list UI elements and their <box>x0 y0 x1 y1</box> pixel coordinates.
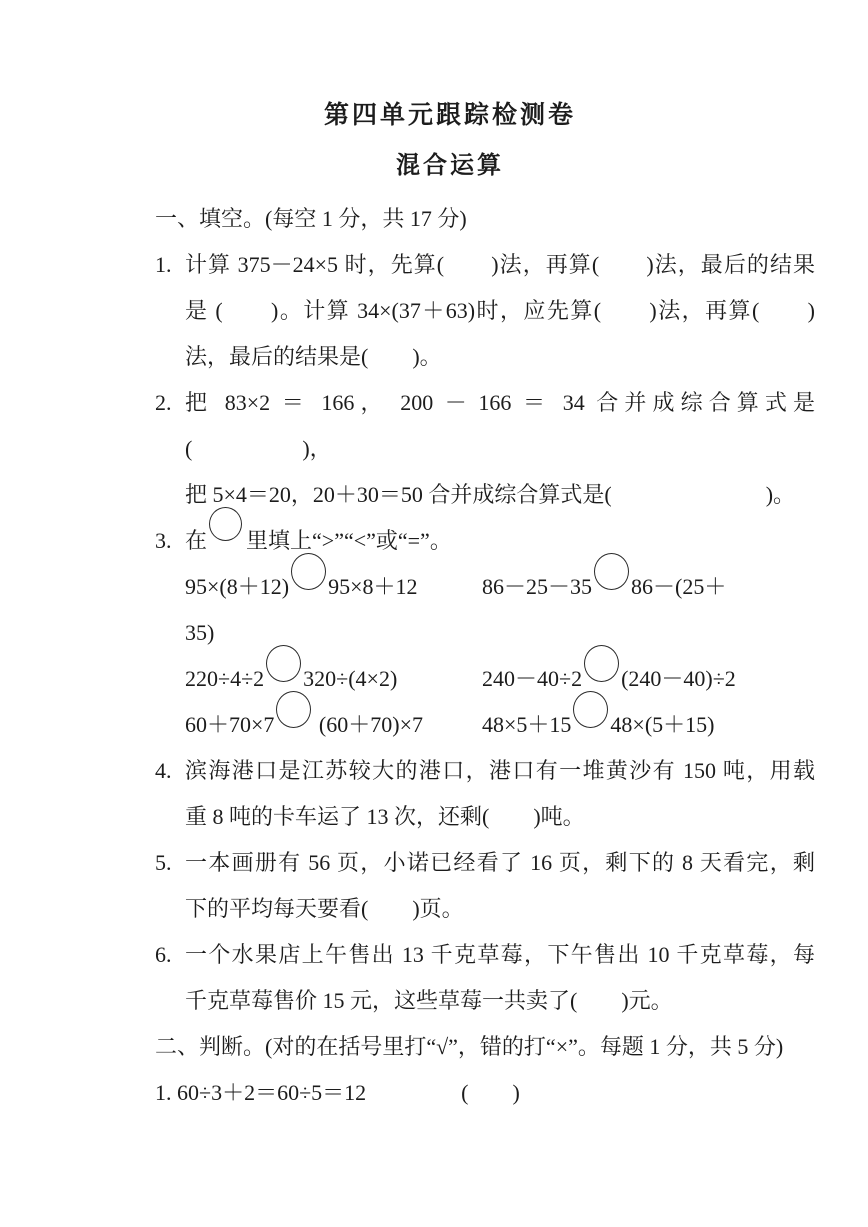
question-5-line-2: 下的平均每天要看( )页。 <box>185 896 464 921</box>
comparison-pair <box>185 702 482 748</box>
answer-bracket: ( ) <box>461 1080 520 1105</box>
question-6-line-1: 一个水果店上午售出 13 千克草莓，下午售出 10 千克草莓，每 <box>185 942 815 967</box>
expression-right: 86－(25＋ <box>631 574 727 599</box>
comparison-circle-blank-icon <box>291 553 326 590</box>
expression-left: 220÷4÷2 <box>185 666 265 691</box>
section2-question-1 <box>155 1070 815 1116</box>
expression-left: 48×5＋15 <box>482 712 572 737</box>
question-2-number: 2. <box>155 390 172 415</box>
expression-right: 95×8＋12 <box>328 574 418 599</box>
question-2 <box>155 380 815 518</box>
question-1-line-3: 法，最后的结果是( )。 <box>185 344 442 369</box>
page-subtitle: 混合运算 <box>396 153 504 179</box>
expression-right: 320÷(4×2) <box>303 666 398 691</box>
section1-heading: 一、填空。(每空 1 分，共 17 分) <box>155 206 467 231</box>
question-5-number: 5. <box>155 850 172 875</box>
expression-right: 48×(5＋15) <box>610 712 715 737</box>
comparison-circle-blank-icon <box>584 645 619 682</box>
question-3-intro-pre: 在 <box>185 528 208 553</box>
question-3-intro-post: 里填上“>”“<”或“=”。 <box>246 528 452 553</box>
expression-right: (60＋70)×7 <box>313 712 423 737</box>
question-3-intro <box>185 518 815 564</box>
question-6-line-2: 千克草莓售价 15 元，这些草莓一共卖了( )元。 <box>185 988 673 1013</box>
question-2-line-2: ( )， <box>185 436 332 461</box>
expression-left: 86－25－35 <box>482 574 593 599</box>
question-4-number: 4. <box>155 758 172 783</box>
comparison-pair <box>185 564 482 610</box>
comparison-circle-blank-icon <box>209 507 242 541</box>
document-body <box>155 196 815 1116</box>
title-block <box>16 0 868 186</box>
question-1-number: 1. <box>155 252 172 277</box>
question-6-number: 6. <box>155 942 172 967</box>
question-4-line-2: 重 8 吨的卡车运了 13 次，还剩( )吨。 <box>185 804 585 829</box>
comparison-circle-blank-icon <box>266 645 301 682</box>
comparison-circle-blank-icon <box>573 691 608 728</box>
question-1-line-2: 是 ( )。计算 34×(37＋63)时，应先算( )法，再算( ) <box>185 298 815 323</box>
question-2-line-3: 把 5×4＝20，20＋30＝50 合并成综合算式是( )。 <box>185 482 796 507</box>
question-3 <box>155 518 815 748</box>
question-3-row-3 <box>185 702 815 748</box>
comparison-circle-blank-icon <box>276 691 311 728</box>
question-4 <box>155 748 815 840</box>
question-6 <box>155 932 815 1024</box>
judgment-expression: 60÷3＋2＝60÷5＝12 <box>177 1080 367 1105</box>
question-5-line-1: 一本画册有 56 页，小诺已经看了 16 页，剩下的 8 天看完，剩 <box>185 850 815 875</box>
question-3-row-1-wrap: 35) <box>185 620 215 645</box>
question-5 <box>155 840 815 932</box>
question-1-line-1: 计算 375－24×5 时，先算( )法，再算( )法，最后的结果 <box>185 252 815 277</box>
expression-left: 60＋70×7 <box>185 712 275 737</box>
expression-left: 240－40÷2 <box>482 666 583 691</box>
question-3-number: 3. <box>155 528 172 553</box>
comparison-pair <box>185 656 482 702</box>
question-1 <box>155 242 815 380</box>
question-number: 1. <box>155 1080 172 1105</box>
question-3-row-2 <box>185 656 815 702</box>
expression-left: 95×(8＋12) <box>185 574 290 599</box>
comparison-circle-blank-icon <box>594 553 629 590</box>
question-3-row-1 <box>185 564 815 610</box>
page-title: 第四单元跟踪检测卷 <box>323 102 576 129</box>
expression-right: (240－40)÷2 <box>621 666 736 691</box>
question-2-line-1: 把 83×2 ＝ 166， 200 － 166 ＝ 34 合并成综合算式是 <box>185 390 815 415</box>
question-4-line-1: 滨海港口是江苏较大的港口，港口有一堆黄沙有 150 吨，用载 <box>185 758 815 783</box>
section2-heading: 二、判断。(对的在括号里打“√”，错的打“×”。每题 1 分，共 5 分) <box>155 1034 784 1059</box>
